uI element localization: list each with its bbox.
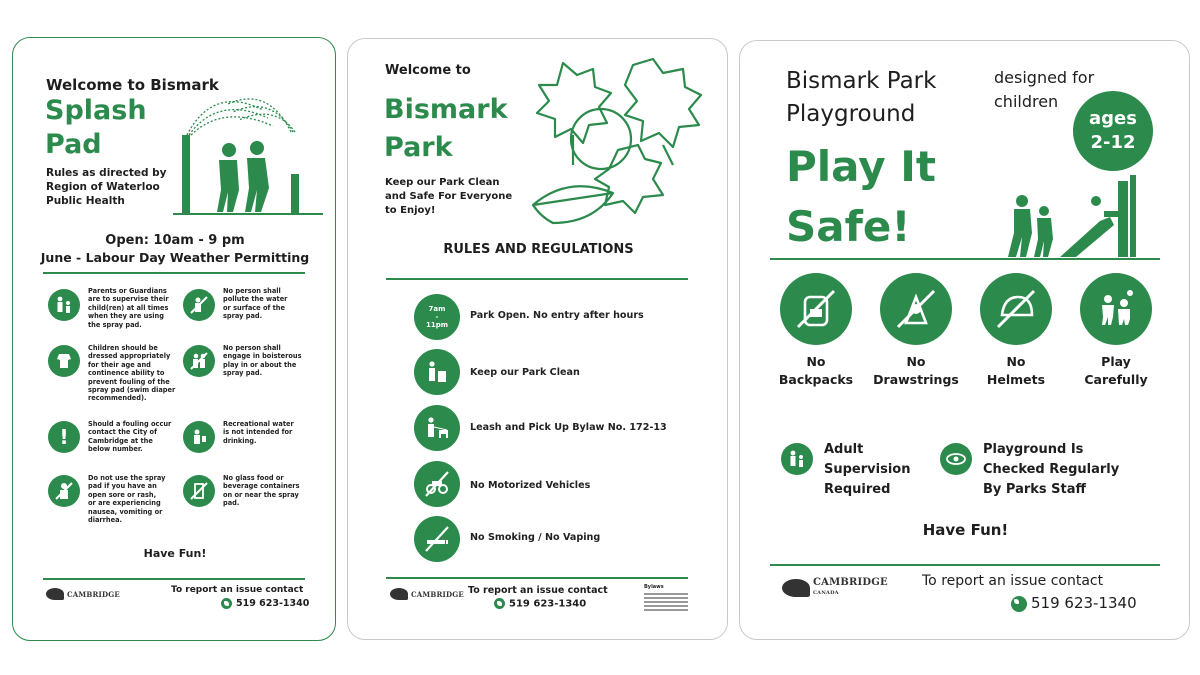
sign1-directive: Rules as directed by Region of Waterloo Public Health — [46, 167, 167, 207]
sign2-title: Bismark Park — [384, 94, 508, 163]
no-drinking-icon — [183, 421, 215, 453]
sign3-report: To report an issue contact — [922, 573, 1104, 589]
swimsuit-icon — [48, 345, 80, 377]
no-backpack-icon — [780, 273, 852, 345]
checked-text: Playground Is Checked Regularly By Parks Staff — [983, 442, 1120, 497]
splash-kids-icon — [173, 90, 323, 216]
ages-badge: ages 2-12 — [1073, 91, 1153, 171]
adult-child-icon — [781, 443, 813, 475]
rule-no-smoking: No Smoking / No Vaping — [470, 532, 601, 543]
rule-pollute: No person shall pollute the water or surface of the spray pad. — [223, 287, 288, 321]
label-no-helmets: No Helmets — [986, 354, 1046, 387]
leaves-icon — [513, 55, 723, 227]
family-icon — [48, 289, 80, 321]
rule-dress: Children should be dressed appropriately for their age and continence ability to prevent fouling of the spray pad (swim diaper recommended). — [88, 344, 176, 403]
label-no-backpacks: No Backpacks — [778, 354, 854, 387]
rule-clean: Keep our Park Clean — [470, 367, 580, 378]
no-drawstrings-icon — [880, 273, 952, 345]
no-helmet-icon — [980, 273, 1052, 345]
divider — [770, 258, 1160, 260]
no-rough-play-icon — [183, 345, 215, 377]
sign2-tagline: Keep our Park Clean and Safe For Everyone to Enjoy! — [385, 177, 513, 216]
supervision-text: Adult Supervision Required — [824, 442, 911, 497]
label-play-carefully: Play Carefully — [1084, 354, 1148, 387]
cambridge-logo: CAMBRIDGE — [390, 588, 464, 600]
splash-pad-sign — [12, 37, 336, 641]
rule-supervise: Parents or Guardians are to supervise their child(ren) at all times when they are using the spray pad. — [88, 287, 169, 329]
sign1-phone: 519 623-1340 — [221, 598, 309, 609]
bismark-park-sign — [347, 38, 728, 640]
no-smoking-icon — [414, 516, 460, 562]
phone-icon — [221, 598, 232, 609]
cambridge-logo: CAMBRIDGE CANADA — [782, 578, 888, 598]
rule-leash: Leash and Pick Up Bylaw No. 172-13 — [470, 422, 667, 433]
sign1-have-fun: Have Fun! — [143, 547, 207, 560]
cambridge-logo-icon — [390, 588, 408, 600]
rule-fouling: Should a fouling occur contact the City of Cambridge at the below number. — [88, 420, 172, 454]
sign2-report: To report an issue contact — [468, 585, 608, 596]
sign1-hours: Open: 10am - 9 pm — [105, 233, 245, 248]
no-glass-icon — [183, 475, 215, 507]
play-carefully-icon — [1080, 273, 1152, 345]
sign3-title: Bismark Park Playground — [786, 68, 937, 127]
label-no-drawstrings: No Drawstrings — [873, 354, 959, 387]
sign1-title: Splash Pad — [45, 95, 147, 160]
clock-badge: 7am - 11pm — [414, 294, 460, 340]
kids-slide-icon — [1000, 171, 1160, 259]
divider — [386, 278, 688, 280]
eye-icon — [940, 443, 972, 475]
sign3-phone: 519 623-1340 — [1011, 594, 1137, 612]
cambridge-logo-icon — [46, 588, 64, 600]
rule-glass: No glass food or beverage containers on or near the spray pad. — [223, 474, 300, 508]
rule-no-vehicles: No Motorized Vehicles — [470, 480, 591, 491]
sign2-bylaws: Bylaws — [644, 584, 664, 590]
rule-sick: Do not use the spray pad if you have an open sore or rash, or are experiencing nausea, vomiting or diarrhea. — [88, 474, 166, 525]
divider — [386, 577, 688, 579]
sign3-have-fun: Have Fun! — [922, 521, 1009, 539]
bylaws-fine-print — [644, 591, 688, 613]
playground-sign — [739, 40, 1190, 640]
cambridge-logo: CAMBRIDGE — [46, 588, 120, 600]
phone-icon — [494, 598, 505, 609]
cambridge-logo-icon — [782, 579, 810, 597]
dog-leash-icon — [414, 405, 460, 451]
sign3-designed: designed for children — [994, 68, 1095, 111]
sign3-headline: Play It Safe! — [786, 142, 936, 251]
no-vehicles-icon — [414, 461, 460, 507]
sign2-phone: 519 623-1340 — [494, 598, 586, 610]
exclamation-icon: ! — [48, 421, 80, 453]
rule-open-hours: Park Open. No entry after hours — [470, 310, 644, 321]
sign2-welcome: Welcome to — [385, 63, 471, 78]
sign2-heading: RULES AND REGULATIONS — [443, 242, 634, 257]
rule-boisterous: No person shall engage in boisterous play in or about the spray pad. — [223, 344, 302, 378]
rule-drinking: Recreational water is not intended for drinking. — [223, 420, 294, 445]
phone-icon — [1011, 596, 1027, 612]
sign1-season: June - Labour Day Weather Permitting — [40, 250, 310, 265]
divider — [43, 272, 305, 274]
no-sick-icon — [48, 475, 80, 507]
sign1-report: To report an issue contact — [171, 585, 304, 595]
divider — [770, 564, 1160, 566]
divider — [43, 578, 305, 580]
sign1-welcome: Welcome to Bismark — [46, 76, 219, 94]
no-polluting-icon — [183, 289, 215, 321]
litter-bin-icon — [414, 349, 460, 395]
